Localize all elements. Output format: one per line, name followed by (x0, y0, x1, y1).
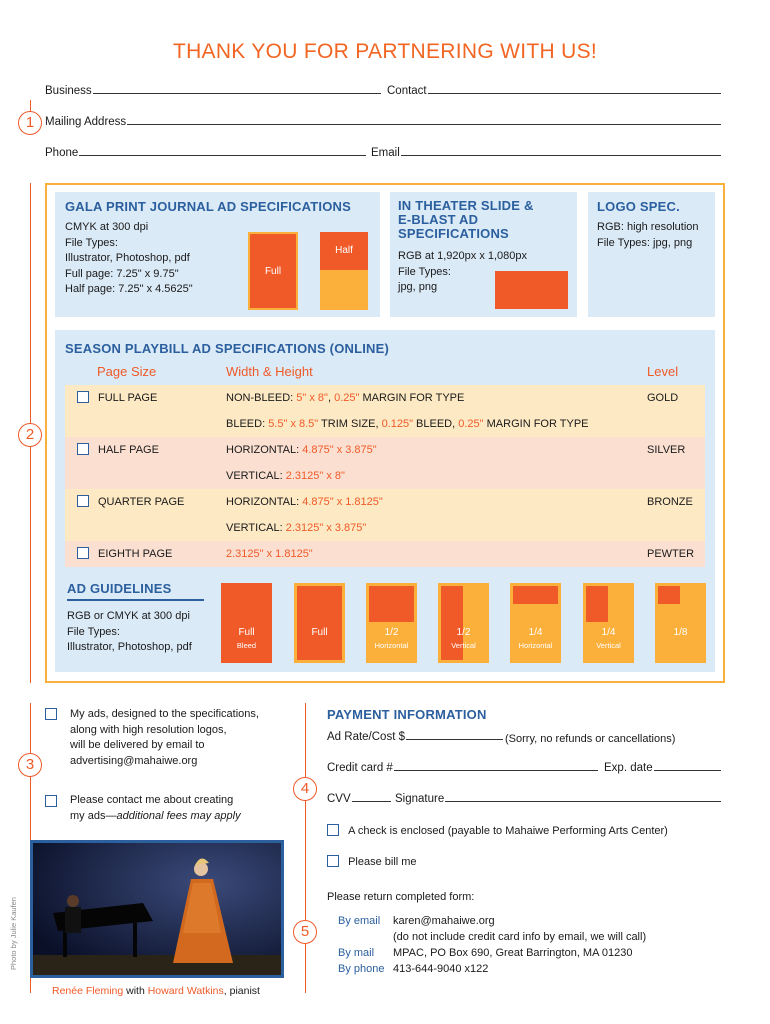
half-page-checkbox[interactable] (77, 443, 89, 455)
step-4-badge: 4 (293, 777, 317, 801)
ad-thumb-full-bleed (221, 583, 272, 663)
check-enclosed-checkbox[interactable] (327, 824, 339, 836)
spec-text: , (327, 392, 335, 404)
email-field[interactable] (371, 147, 725, 159)
bill-me-label: Please bill me (348, 856, 417, 868)
spec-text: VERTICAL: (226, 522, 286, 534)
check-enclosed-label: A check is enclosed (348, 825, 445, 837)
spec-value: 4.875" x 1.8125" (302, 496, 383, 508)
logo-line: RGB: high resolution (597, 221, 699, 233)
return-phone: 413-644-9040 x122 (393, 963, 489, 975)
playbill-heading: SEASON PLAYBILL AD SPECIFICATIONS (ONLINE) (65, 341, 390, 356)
business-field[interactable] (45, 85, 385, 97)
ad-rate-label: Ad Rate/Cost $ (327, 731, 405, 743)
half-page-thumb-label: Half (320, 232, 368, 270)
ad-thumb-label: 1/2 (384, 627, 399, 638)
caption-name: Renée Fleming (52, 985, 124, 997)
ad-thumb-label: 1/2 (456, 627, 471, 638)
slide-thumb (495, 271, 568, 309)
logo-spec-box (588, 192, 715, 317)
cvv-label: CVV (327, 793, 351, 805)
step-5-badge: 5 (293, 920, 317, 944)
table-row (65, 411, 705, 437)
theater-line: jpg, png (398, 281, 438, 293)
spec-text: BLEED, (413, 418, 459, 430)
col-page-size: Page Size (97, 364, 157, 379)
ad-thumb-eighth (655, 583, 706, 663)
spec-text: MARGIN FOR TYPE (483, 418, 589, 430)
table-row (65, 541, 705, 567)
logo-line: File Types: jpg, png (597, 236, 693, 249)
ad-thumb-quarter-h (510, 583, 561, 663)
exp-date-label: Exp. date (604, 762, 653, 774)
logo-heading: LOGO SPEC. (597, 199, 680, 214)
level-cell: BRONZE (647, 496, 693, 508)
phone-field[interactable] (45, 147, 370, 159)
return-email[interactable]: karen@mahaiwe.org (393, 915, 495, 927)
spec-value: 2.3125" x 1.8125" (226, 548, 313, 560)
email-label: Email (371, 147, 400, 159)
ad-thumb-half-v (438, 583, 489, 663)
mailing-label: Mailing Address (45, 116, 127, 128)
cvv-field[interactable] (327, 793, 395, 805)
ad-thumb-full (294, 583, 345, 663)
ad-thumb-label: Full (311, 627, 328, 638)
step-2-badge: 2 (18, 423, 42, 447)
by-mail-label: By mail (338, 947, 375, 959)
check-enclosed-option[interactable] (327, 824, 668, 840)
payment-heading: PAYMENT INFORMATION (327, 707, 487, 722)
signature-field[interactable] (395, 793, 725, 805)
size-cell: QUARTER PAGE (98, 496, 185, 508)
option-text: along with high resolution logos, (70, 723, 227, 736)
return-details (338, 913, 646, 977)
ad-thumb-fill (297, 586, 342, 660)
by-phone-label: By phone (338, 963, 385, 975)
theater-heading: IN THEATER SLIDE & (398, 198, 534, 213)
option-text: my ads— (70, 809, 117, 822)
ad-thumb-half-h (366, 583, 417, 663)
step-line (305, 703, 306, 993)
phone-label: Phone (45, 147, 79, 159)
option-text: advertising@mahaiwe.org (70, 754, 198, 767)
size-cell: EIGHTH PAGE (98, 548, 173, 560)
ad-thumb-fill (513, 586, 558, 604)
contact-me-checkbox[interactable] (45, 795, 57, 807)
ad-rate-field[interactable] (327, 731, 507, 743)
ad-thumb-sublabel: Horizontal (374, 641, 409, 650)
spec-text: TRIM SIZE, (318, 418, 382, 430)
spec-value: 2.3125" x 8" (285, 470, 345, 482)
step-3-badge: 3 (18, 753, 42, 777)
gala-line: File Types: (65, 236, 118, 249)
spec-text: HORIZONTAL: (226, 496, 303, 508)
option-text: My ads, designed to the specifications, (70, 708, 259, 720)
half-page-thumb (320, 232, 368, 310)
ad-thumb-sublabel: Vertical (451, 641, 476, 650)
spec-text: VERTICAL: (226, 470, 286, 482)
business-label: Business (45, 85, 92, 97)
ad-thumb-fill (586, 586, 608, 622)
credit-card-label: Credit card # (327, 762, 393, 774)
ad-thumb-label: Full (238, 627, 255, 638)
theater-line: RGB at 1,920px x 1,080px (398, 250, 528, 262)
spec-value: 5.5" x 8.5" (268, 418, 319, 430)
option-note: additional fees may apply (116, 809, 241, 822)
col-level: Level (647, 364, 679, 379)
no-refunds-note: (Sorry, no refunds or cancellations) (505, 733, 676, 745)
spec-value: 0.125" (381, 418, 413, 430)
exp-date-field[interactable] (604, 762, 725, 774)
ad-thumb-quarter-v (583, 583, 634, 663)
col-width-height: Width & Height (226, 364, 313, 379)
size-cell: HALF PAGE (98, 444, 159, 456)
guidelines-line: File Types: (67, 625, 120, 638)
level-cell: GOLD (647, 392, 679, 404)
spec-value: 0.25" (458, 418, 484, 430)
gala-line: Half page: 7.25" x 4.5625" (65, 283, 193, 295)
ad-thumb-label: 1/4 (601, 627, 616, 638)
level-cell: SILVER (647, 444, 686, 456)
full-page-thumb-label: Full (264, 266, 282, 277)
theater-spec-box (390, 192, 577, 317)
guidelines-line: Illustrator, Photoshop, pdf (67, 641, 192, 653)
ad-thumb-label: 1/4 (528, 627, 543, 638)
eighth-page-checkbox[interactable] (77, 547, 89, 559)
full-page-checkbox[interactable] (77, 391, 89, 403)
ad-thumb-sublabel: Horizontal (518, 641, 553, 650)
table-row (65, 437, 705, 463)
ad-thumb-fill (369, 586, 414, 622)
performance-photo (30, 840, 284, 978)
spec-value: 2.3125" x 3.875" (285, 522, 367, 534)
return-mail: MPAC, PO Box 690, Great Barrington, MA 01230 (393, 947, 633, 959)
caption-text: with (123, 985, 148, 997)
size-cell: FULL PAGE (98, 392, 158, 404)
deliver-ads-option[interactable] (45, 708, 57, 721)
spec-text: NON-BLEED: (226, 392, 297, 404)
bill-me-option[interactable] (327, 855, 417, 871)
gala-line: Illustrator, Photoshop, pdf (65, 252, 190, 264)
table-row (65, 489, 705, 515)
return-heading: Please return completed form: (327, 891, 475, 903)
ad-thumb-label: 1/8 (673, 627, 688, 638)
level-cell: PEWTER (647, 548, 695, 560)
option-text: Please contact me about creating (70, 794, 234, 806)
page-title: THANK YOU FOR PARTNERING WITH US! (172, 40, 598, 63)
check-enclosed-note: (payable to Mahaiwe Performing Arts Center) (444, 825, 668, 837)
signature-label: Signature (395, 793, 445, 805)
spec-value: 4.875" x 3.875" (302, 444, 377, 456)
theater-heading: E-BLAST AD (398, 212, 479, 227)
table-row (65, 463, 705, 489)
contact-label: Contact (387, 85, 427, 97)
guidelines-heading: AD GUIDELINES (67, 581, 204, 601)
ad-thumb-sublabel: Vertical (596, 641, 621, 650)
email-note: (do not include credit card info by email, we will call) (393, 931, 647, 943)
by-email-label: By email (338, 915, 381, 927)
credit-card-field[interactable] (327, 762, 602, 774)
quarter-page-checkbox[interactable] (77, 495, 89, 507)
spec-text: HORIZONTAL: (226, 444, 303, 456)
contact-field[interactable] (387, 85, 725, 97)
photo-caption (52, 985, 260, 997)
bill-me-checkbox[interactable] (327, 855, 339, 867)
deliver-ads-checkbox[interactable] (45, 708, 57, 720)
gala-heading: GALA PRINT JOURNAL AD SPECIFICATIONS (65, 199, 351, 214)
photo-credit: Photo by Julie Kaufen (9, 897, 18, 970)
theater-heading: SPECIFICATIONS (398, 226, 509, 241)
photo-illustration (33, 843, 281, 975)
gala-line: CMYK at 300 dpi (65, 221, 149, 233)
gala-line: Full page: 7.25" x 9.75" (65, 267, 179, 280)
table-row (65, 515, 705, 541)
ad-thumb-fill (658, 586, 680, 604)
contact-me-option[interactable] (45, 795, 57, 808)
full-page-thumb (248, 232, 298, 310)
guidelines-line: RGB or CMYK at 300 dpi (67, 610, 190, 622)
spec-text: MARGIN FOR TYPE (359, 392, 465, 404)
caption-name: Howard Watkins (147, 985, 224, 997)
gala-spec-box (55, 192, 380, 317)
step-1-badge: 1 (18, 111, 42, 135)
ad-thumb-sublabel: Bleed (236, 641, 257, 650)
spec-value: 5" x 8" (296, 392, 328, 404)
spec-value: 0.25" (334, 392, 360, 404)
caption-text: , pianist (223, 985, 260, 997)
theater-line: File Types: (398, 265, 451, 278)
spec-text: BLEED: (226, 418, 269, 430)
option-text: will be delivered by email to (70, 739, 205, 751)
table-row (65, 385, 705, 411)
mailing-address-field[interactable] (45, 116, 725, 128)
